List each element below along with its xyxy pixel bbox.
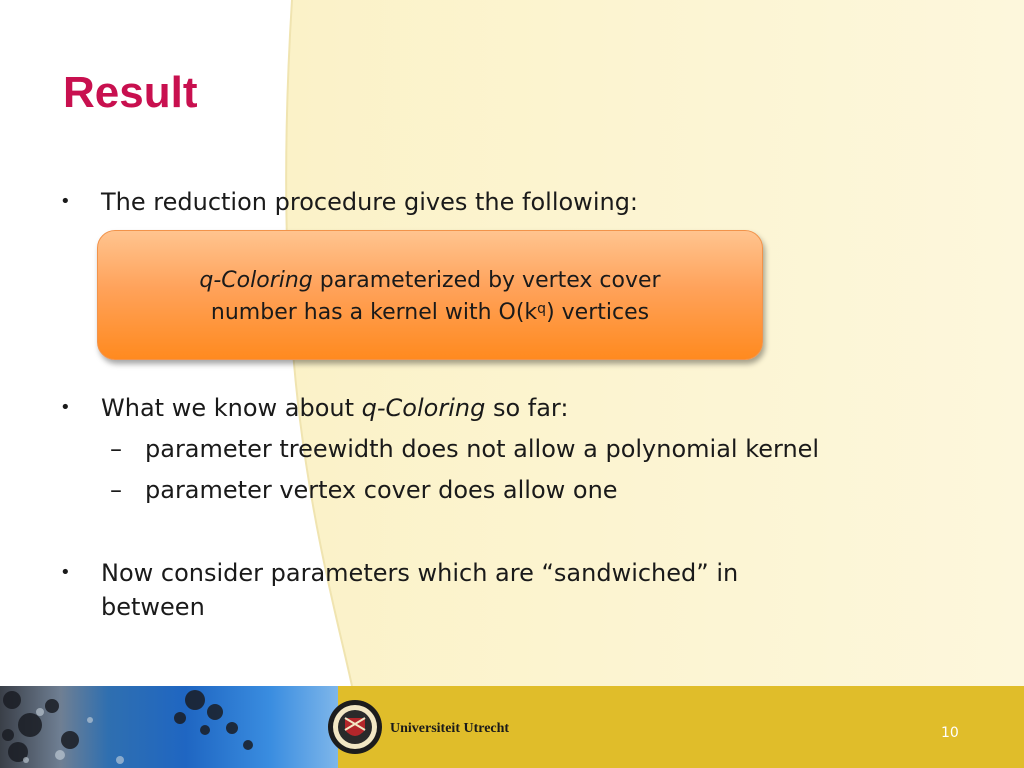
problem-name: q-Coloring [199,268,313,293]
result-line-2 [98,297,762,329]
result-line-2-tail: ) vertices [546,300,650,325]
bullet-text-line-2: between [101,593,205,621]
institution-name: Universiteit Utrecht [390,721,510,736]
sub-bullet-text: parameter vertex cover does allow one [145,476,618,504]
result-line-2-text: number has a kernel with O(k [210,300,538,325]
dash-marker: – [110,476,122,504]
problem-name: q-Coloring [361,394,486,422]
sub-bullet-text: parameter treewidth does not allow a polynomial kernel [145,435,820,463]
bullet-text-line-1: Now consider parameters which are “sandwiched” in [101,559,739,587]
result-line-1 [98,265,762,297]
dash-marker: – [110,435,122,463]
slide-title: Result [63,68,198,117]
bullet-marker: • [60,562,71,583]
bullet-marker: • [60,191,71,212]
result-line-1-text: parameterized by vertex cover [312,268,661,293]
university-seal-icon [328,700,382,754]
bullet-text: The reduction procedure gives the following: [101,188,639,216]
bullet-text: What we know about q-Coloring so far: [101,394,569,422]
bullet-marker: • [60,397,71,418]
result-callout-box [97,230,763,360]
exponent: q [537,301,547,317]
page-number: 10 [941,725,959,741]
